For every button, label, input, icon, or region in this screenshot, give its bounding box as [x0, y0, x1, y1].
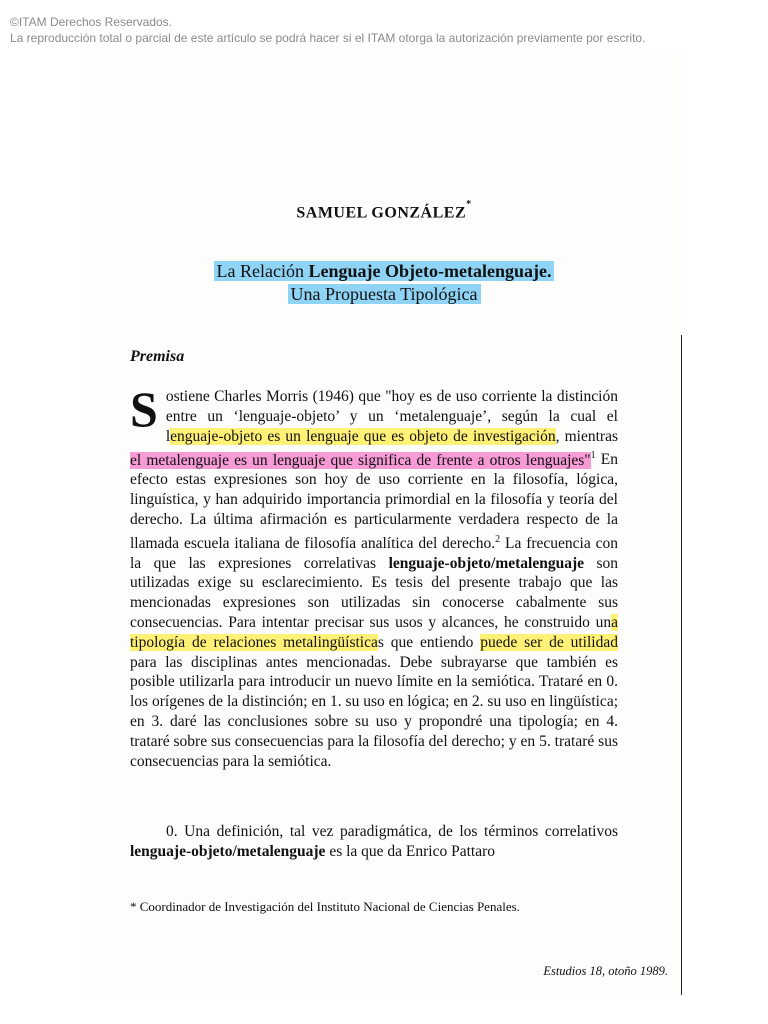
copyright-line-1: ©ITAM Derechos Reservados.: [10, 15, 173, 29]
p1-text-l: s que entiendo: [377, 633, 481, 651]
author-footnote-mark: *: [466, 199, 472, 210]
highlight-yellow-3: puede ser de utilidad: [480, 633, 618, 651]
section-heading: Premisa: [130, 348, 185, 365]
author-name: [0, 199, 768, 222]
highlight-pink-1: el metalenguaje es un lenguaje que significa de frente a otros lenguajes": [130, 451, 591, 469]
drop-cap: S: [130, 381, 158, 437]
subtitle-text: Una Propuesta Tipológica: [288, 284, 481, 304]
p1-text-n: para las disciplinas antes mencionadas. Debe subrayarse que también es posible utilizarla para introducir un nuevo límite en la semiótica. Trataré en 0. los orígenes de la distinción; en 1. su uso en lógica; en 2. su uso en lingüística; en 3. daré las conclusiones sobre su uso y propondré una tipología; en 4. trataré sobre sus consecuencias para la filosofía del derecho; y en 5. trataré sus consecuencias para la semiótica.: [130, 653, 618, 770]
article-title: [0, 261, 768, 282]
p1-bold-term: lenguaje-objeto/metalenguaje: [388, 554, 584, 572]
journal-footer: Estudios 18, otoño 1989.: [543, 964, 668, 978]
p2-text-c: es la que da Enrico Pattaro: [325, 842, 496, 860]
p2-text-a: 0. Una definición, tal vez paradigmática, de los términos correlativos: [166, 823, 618, 840]
p1-text-c: , mientras: [555, 427, 619, 445]
title-part-1: La Relación: [216, 261, 309, 281]
p1-text-h: La frecuencia con la que las expresiones correlativas: [130, 534, 618, 572]
footnote-ref-1: 1: [590, 450, 596, 462]
footnote: * Coordinador de Investigación del Instituto Nacional de Ciencias Penales.: [130, 899, 520, 914]
title-highlight: [214, 261, 555, 281]
p1-text-a: ostiene Charles Morris (1946) que "hoy es de uso corriente la distinción entre un ‘lenguaje-objeto’ y un ‘metalenguaje’, según la cual el l: [165, 388, 618, 445]
paragraph-2: [130, 822, 618, 862]
page-edge-rule: [681, 335, 682, 995]
title-part-2: Lenguaje Objeto-metalenguaje.: [308, 261, 552, 281]
copyright-line-2: La reproducción total o parcial de este artículo se podrá hacer si el ITAM otorga la autorización previamente por escrito.: [10, 31, 646, 45]
p1-text-f: En efecto estas expresiones son hoy de uso corriente en la filosofía, lógica, linguística, y han adquirido importancia primordial en la filosofía y teoría del derecho. La última afirmación es particularmente verdadera respecto de la llamada escuela italiana de filosofía analítica del derecho.: [130, 451, 619, 552]
author-text: SAMUEL GONZÁLEZ: [296, 204, 467, 222]
copyright-notice: [10, 14, 645, 46]
p1-text-j: son utilizadas exige su esclarecimiento. Es tesis del presente trabajo que las mencionadas expresiones son utilizadas sin conocerse cabalmente sus consecuencias. Para intentar precisar sus usos y alcances, he construido un: [130, 554, 618, 632]
paragraph-1: [130, 381, 619, 771]
article-subtitle: [0, 284, 768, 305]
highlight-yellow-1: enguaje-objeto es un lenguaje que es objeto de investigación: [170, 427, 556, 445]
highlight-yellow-2: a tipología de relaciones metalingüística: [130, 614, 618, 651]
footnote-ref-2: 2: [495, 533, 501, 545]
p2-bold-term: lenguaje-objeto/metalenguaje: [130, 842, 326, 860]
